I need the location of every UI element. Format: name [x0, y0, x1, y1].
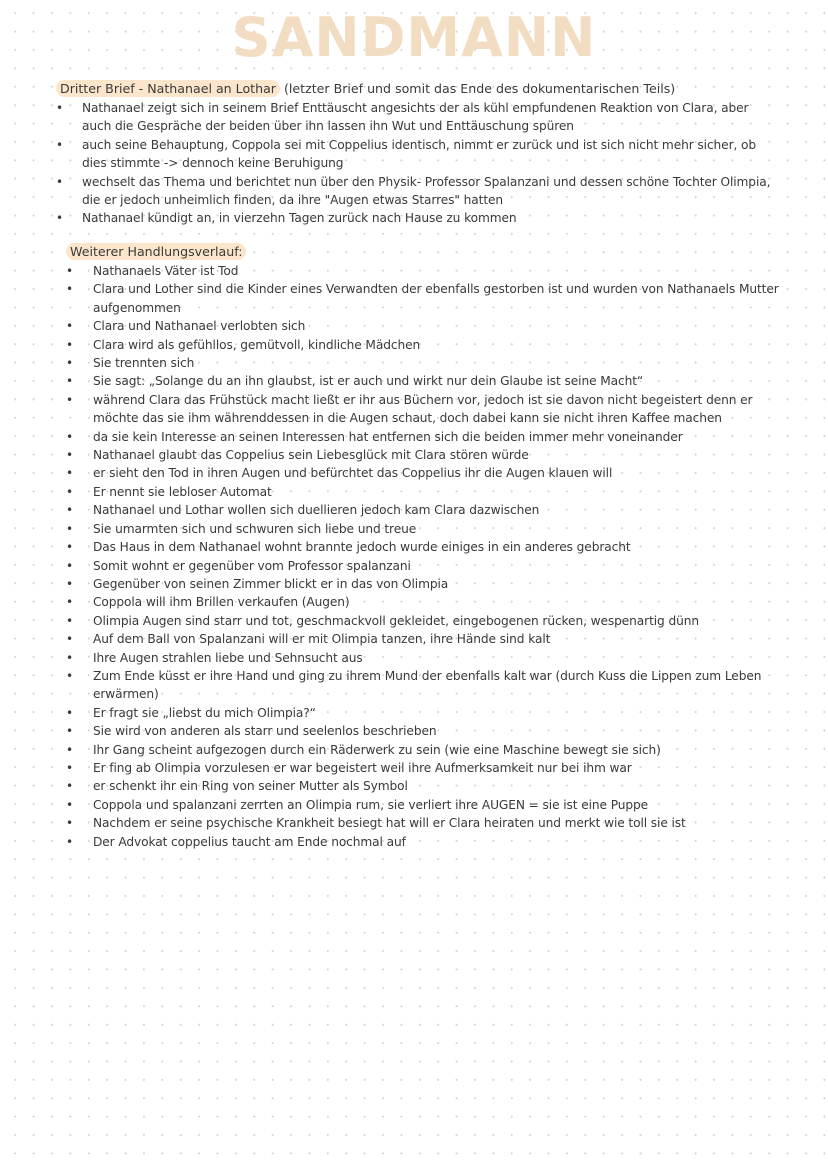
list-item-text: auch seine Behauptung, Coppola sei mit Coppelius identisch, nimmt er zurück und ist sich nicht mehr sicher, ob dies stimmte -> dennoch keine Beruhigung	[82, 137, 757, 171]
list-item-text: Ihr Gang scheint aufgezogen durch ein Räderwerk zu sein (wie eine Maschine bewegt sie sich)	[93, 742, 661, 757]
list-item	[0, 262, 828, 280]
list-item-text: Sie wird von anderen als starr und seelenlos beschrieben	[93, 724, 437, 739]
bullet-icon: •	[66, 374, 73, 389]
list-item	[0, 814, 828, 832]
list-item	[0, 501, 828, 519]
bullet-icon: •	[66, 724, 73, 739]
list-item-text: Coppola und spalanzani zerrten an Olimpia rum, sie verliert ihre AUGEN = sie ist eine Puppe	[93, 797, 649, 812]
list-item	[0, 280, 828, 317]
list-item-text: wechselt das Thema und berichtet nun über den Physik- Professor Spalanzani und dessen schöne Tochter Olimpia, die er jedoch unheimlich finden, da ihre "Augen etwas Starres" hatten	[82, 174, 771, 208]
list-item-text: Er fing ab Olimpia vorzulesen er war begeistert weil ihre Aufmerksamkeit nur bei ihm war	[93, 760, 632, 775]
list-item-text: Auf dem Ball von Spalanzani will er mit Olimpia tanzen, ihre Hände sind kalt	[93, 632, 551, 647]
list-item	[0, 833, 828, 851]
list-item-text: Olimpia Augen sind starr und tot, geschmackvoll gekleidet, eingebogenen rücken, wespenartig dünn	[93, 613, 699, 628]
bullet-icon: •	[66, 356, 73, 371]
list-item	[0, 741, 828, 759]
list-item	[0, 428, 828, 446]
bullet-icon: •	[66, 264, 73, 278]
list-item-text: Ihre Augen strahlen liebe und Sehnsucht aus	[93, 650, 363, 665]
letter-section-heading-note: (letzter Brief und somit das Ende des dokumentarischen Teils)	[284, 81, 676, 96]
list-item	[0, 777, 828, 795]
bullet-icon: •	[66, 282, 73, 297]
bullet-icon: •	[66, 613, 73, 628]
plot-bullet-list	[0, 262, 828, 851]
bullet-icon: •	[66, 558, 73, 573]
list-item	[0, 446, 828, 464]
list-item	[0, 593, 828, 611]
bullet-icon: •	[66, 595, 73, 610]
list-item	[0, 464, 828, 482]
bullet-icon: •	[56, 101, 63, 115]
bullet-icon: •	[66, 466, 73, 481]
list-item	[0, 759, 828, 777]
list-item	[0, 796, 828, 814]
plot-section	[0, 243, 828, 851]
list-item-text: Nathanaels Väter ist Tod	[93, 264, 239, 278]
list-item	[0, 136, 828, 173]
list-item-text: Clara und Lother sind die Kinder eines Verwandten der ebenfalls gestorben ist und wurden von Nathanaels Mutter aufgenommen	[93, 282, 779, 315]
list-item	[0, 704, 828, 722]
bullet-icon: •	[66, 337, 73, 352]
list-item	[0, 391, 828, 428]
list-item	[0, 630, 828, 648]
list-item-text: Clara wird als gefühllos, gemütvoll, kindliche Mädchen	[93, 337, 421, 352]
plot-section-heading-line	[0, 243, 828, 261]
bullet-icon: •	[66, 834, 73, 849]
bullet-icon: •	[56, 174, 63, 189]
list-item-text: Coppola will ihm Brillen verkaufen (Augen)	[93, 595, 350, 610]
list-item-text: Nachdem er seine psychische Krankheit besiegt hat will er Clara heiraten und merkt wie toll sie ist	[93, 816, 686, 831]
list-item-text: Somit wohnt er gegenüber vom Professor spalanzani	[93, 558, 411, 573]
list-item-text: Er fragt sie „liebst du mich Olimpia?“	[93, 705, 316, 720]
bullet-icon: •	[66, 779, 73, 794]
list-item-text: während Clara das Frühstück macht ließt er ihr aus Büchern vor, jedoch ist sie davon nicht begeistert denn er möchte das sie ihm währenddessen in die Augen schaut, doch dabei kann sie nicht ihren Kaffee machen	[93, 392, 753, 426]
bullet-icon: •	[66, 576, 73, 591]
list-item-text: Er nennt sie lebloser Automat	[93, 484, 272, 499]
letter-section-heading: Dritter Brief - Nathanael an Lothar	[56, 80, 280, 97]
list-item-text: Nathanael kündigt an, in vierzehn Tagen zurück nach Hause zu kommen	[82, 211, 517, 226]
list-item	[0, 483, 828, 501]
list-item-text: Sie umarmten sich und schwuren sich liebe und treue	[93, 521, 417, 536]
bullet-icon: •	[66, 484, 73, 499]
list-item	[0, 575, 828, 593]
list-item-text: Das Haus in dem Nathanael wohnt brannte jedoch wurde einiges in ein anderes gebracht	[93, 540, 631, 555]
bullet-icon: •	[66, 540, 73, 555]
list-item-text: er schenkt ihr ein Ring von seiner Mutter als Symbol	[93, 779, 408, 794]
letter-bullet-list	[0, 99, 828, 228]
list-item	[0, 667, 828, 704]
letter-section-heading-line	[0, 80, 828, 98]
bullet-icon: •	[66, 742, 73, 757]
list-item	[0, 372, 828, 390]
bullet-icon: •	[66, 816, 73, 831]
bullet-icon: •	[66, 392, 73, 407]
list-item	[0, 538, 828, 556]
list-item	[0, 209, 828, 227]
list-item-text: Gegenüber von seinen Zimmer blickt er in das von Olimpia	[93, 576, 449, 591]
list-item	[0, 520, 828, 538]
list-item-text: Sie sagt: „Solange du an ihn glaubst, ist er auch und wirkt nur dein Glaube ist seine Macht“	[93, 374, 644, 389]
bullet-icon: •	[66, 760, 73, 775]
list-item-text: Clara und Nathanael verlobten sich	[93, 319, 306, 334]
list-item-text: da sie kein Interesse an seinen Interessen hat entfernen sich die beiden immer mehr voneinander	[93, 429, 683, 444]
list-item	[0, 317, 828, 335]
list-item	[0, 557, 828, 575]
bullet-icon: •	[66, 650, 73, 665]
list-item	[0, 354, 828, 372]
bullet-icon: •	[66, 503, 73, 518]
page-title: SANDMANN	[231, 6, 597, 69]
bullet-icon: •	[66, 668, 73, 683]
bullet-icon: •	[66, 448, 73, 463]
list-item-text: Nathanael zeigt sich in seinem Brief Enttäuscht angesichts der als kühl empfundenen Reaktion von Clara, aber auch die Gespräche der beiden über ihn lassen ihn Wut und Enttäuschung spüren	[82, 101, 749, 134]
letter-section	[0, 80, 828, 228]
list-item-text: Der Advokat coppelius taucht am Ende nochmal auf	[93, 834, 406, 849]
bullet-icon: •	[56, 137, 63, 152]
list-item	[0, 722, 828, 740]
bullet-icon: •	[66, 705, 73, 720]
bullet-icon: •	[56, 211, 63, 226]
list-item-text: Zum Ende küsst er ihre Hand und ging zu ihrem Mund der ebenfalls kalt war (durch Kuss die Lippen zum Leben erwärmen)	[93, 668, 762, 702]
list-item-text: er sieht den Tod in ihren Augen und befürchtet das Coppelius ihr die Augen klauen will	[93, 466, 613, 481]
list-item-text: Nathanael glaubt das Coppelius sein Liebesglück mit Clara stören würde	[93, 448, 529, 463]
list-item-text: Sie trennten sich	[93, 356, 195, 371]
list-item	[0, 173, 828, 210]
bullet-icon: •	[66, 319, 73, 334]
bullet-icon: •	[66, 521, 73, 536]
list-item	[0, 649, 828, 667]
bullet-icon: •	[66, 429, 73, 444]
bullet-icon: •	[66, 632, 73, 647]
plot-section-heading: Weiterer Handlungsverlauf:	[66, 243, 246, 260]
list-item-text: Nathanael und Lothar wollen sich duellieren jedoch kam Clara dazwischen	[93, 503, 540, 518]
list-item	[0, 99, 828, 136]
list-item	[0, 612, 828, 630]
bullet-icon: •	[66, 797, 73, 812]
list-item	[0, 336, 828, 354]
